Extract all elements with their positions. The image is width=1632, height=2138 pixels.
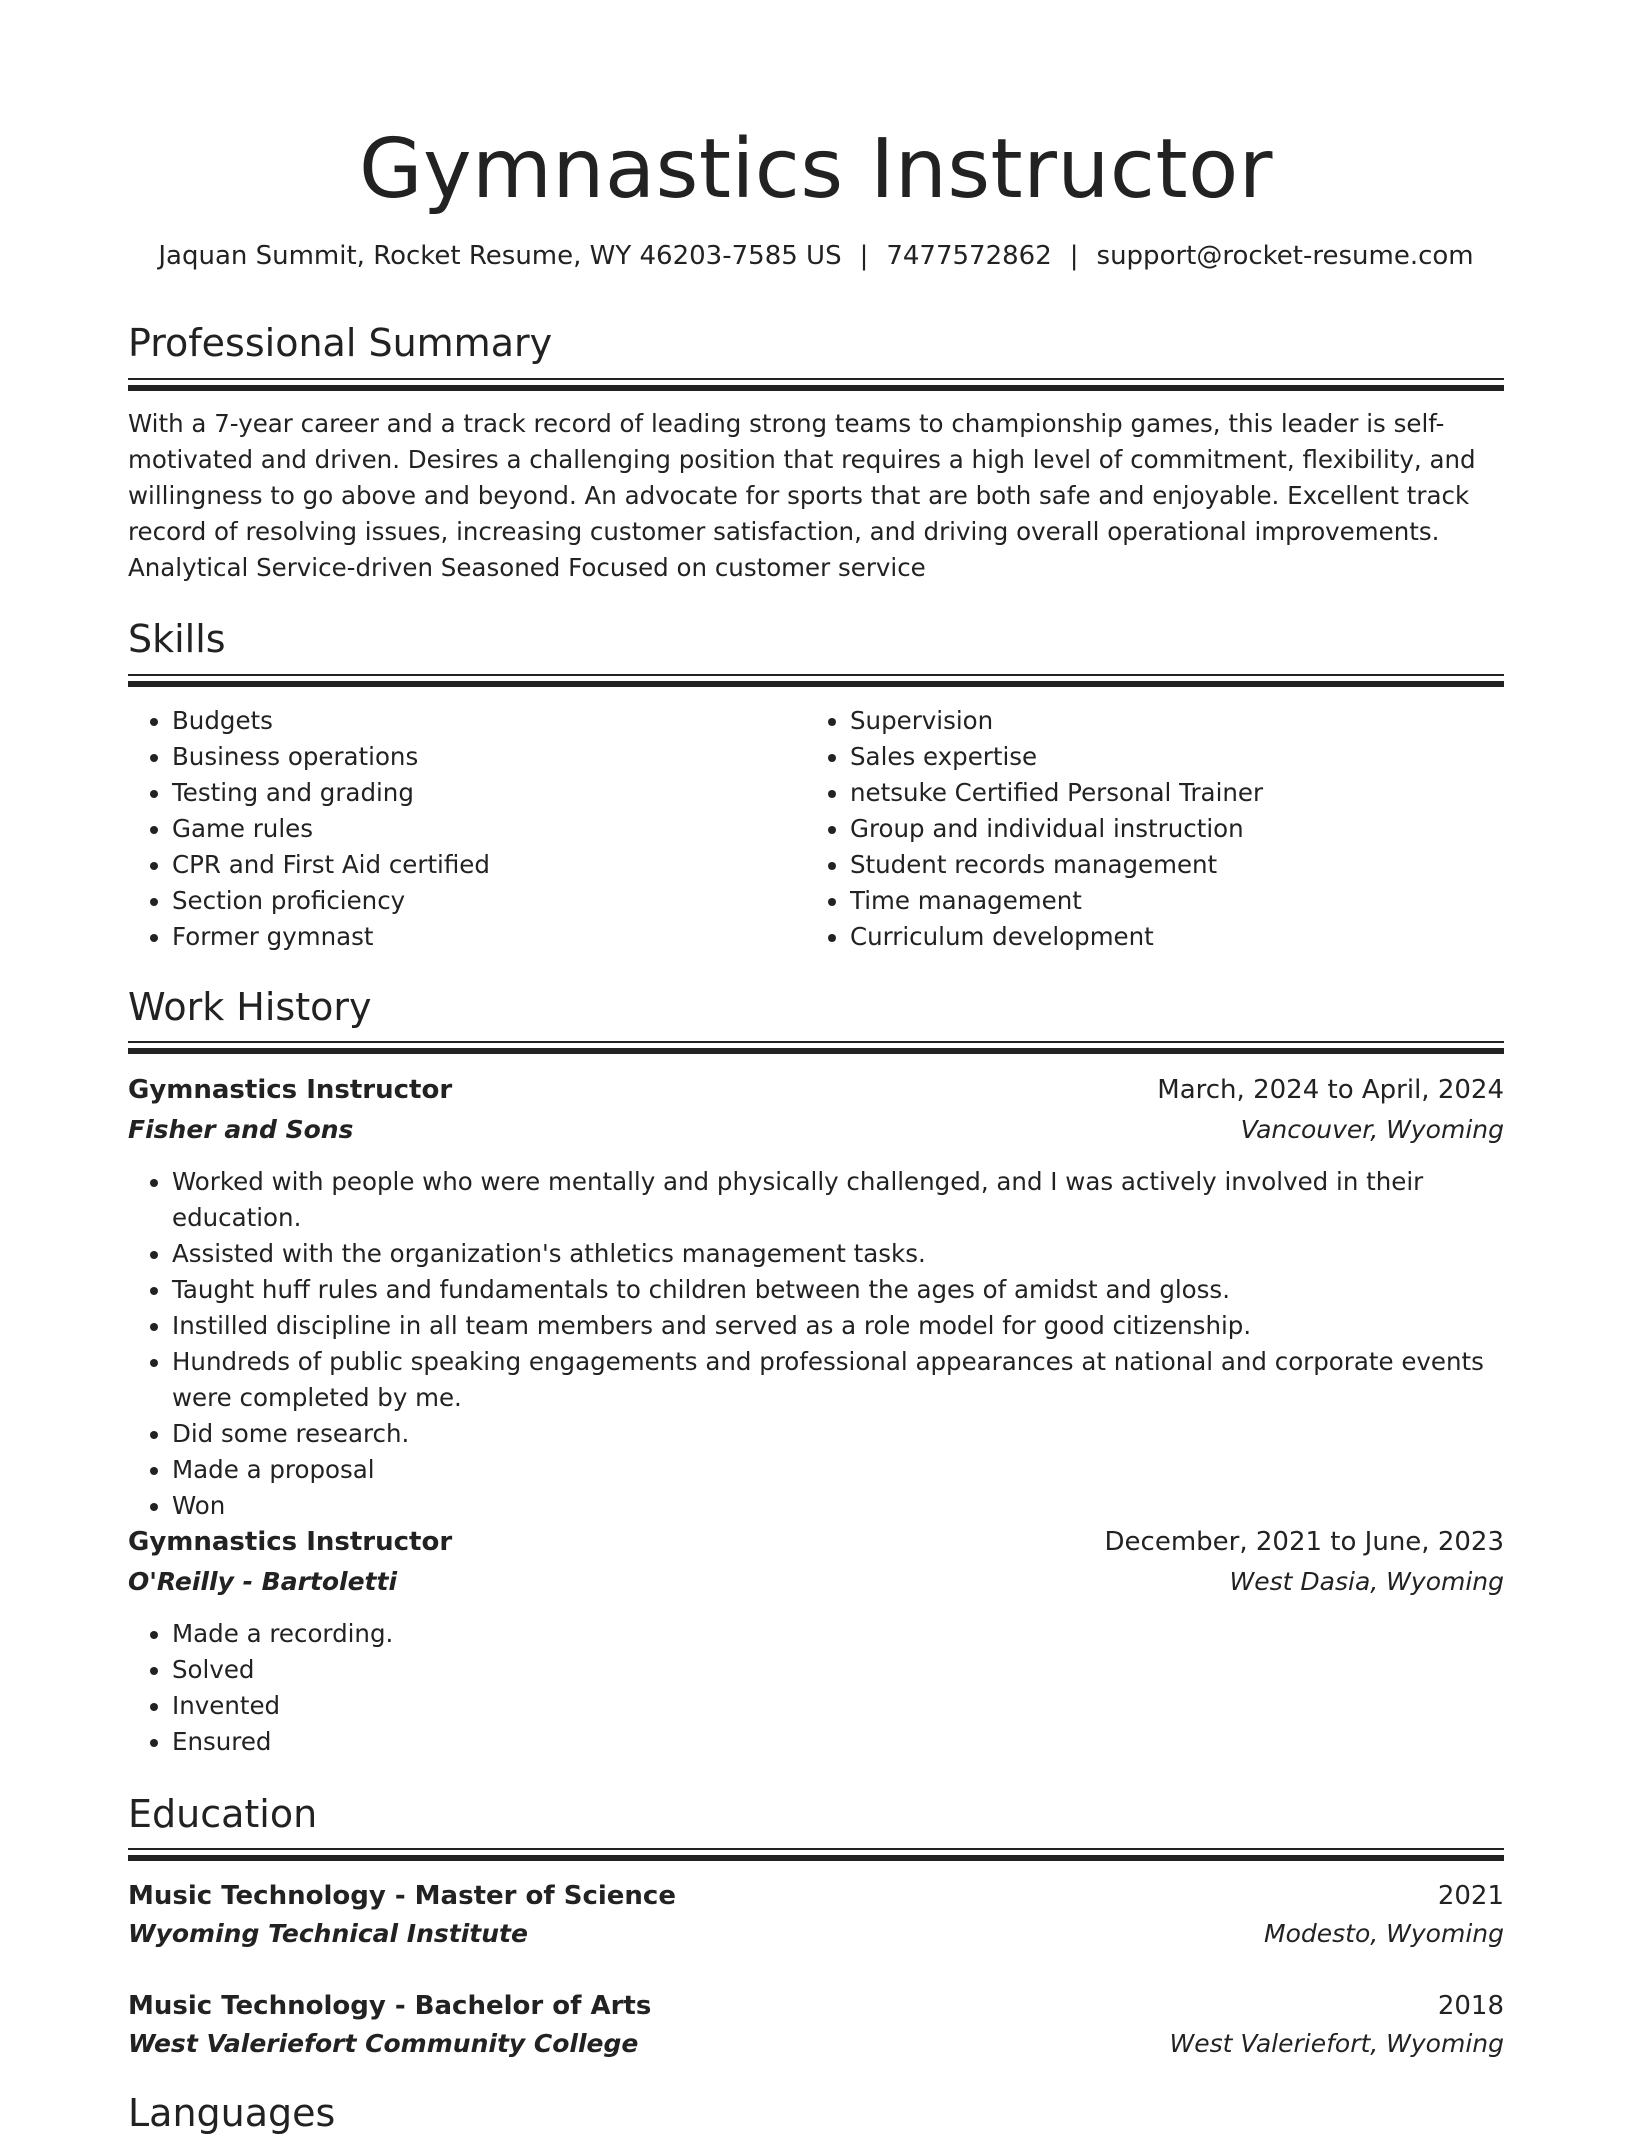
education-subheader [128,2025,1504,2063]
job-subheader [128,1111,1504,1149]
job-location: Vancouver, Wyoming [1240,1115,1504,1144]
skill-item: • Student records management [850,847,1500,883]
skills-list-left [128,703,802,955]
contact-separator: | [1069,241,1079,271]
job-company: O'Reilly - Bartoletti [128,1567,398,1596]
skill-item: • Supervision [850,703,1500,739]
skill-item: • Budgets [172,703,802,739]
job-duty: • Hundreds of public speaking engagements and professional appearances at national and corporate events were completed by me. [172,1344,1504,1416]
section-title-work: Work History [128,985,372,1029]
education-degree: Music Technology - Master of Science [128,1881,676,1911]
education-location: Modesto, Wyoming [1264,1919,1504,1948]
job-duties-list [128,1164,1504,1524]
skill-item: • Section proficiency [172,883,802,919]
section-divider [128,378,1504,390]
skill-item: • Game rules [172,811,802,847]
job-dates: December, 2021 to June, 2023 [1104,1527,1504,1557]
resume-name: Gymnastics Instructor [358,122,1274,217]
contact-separator: | [859,241,869,271]
contact-line [128,238,1504,274]
section-divider [128,1041,1504,1053]
education-subheader [128,1915,1504,1953]
job-duty: • Won [172,1488,1504,1524]
section-title-summary: Professional Summary [128,321,553,365]
education-school: West Valeriefort Community College [128,2029,639,2058]
job-duty: • Invented [172,1688,1504,1724]
job-duty: • Made a proposal [172,1452,1504,1488]
contact-email: support@rocket-resume.com [1096,241,1474,271]
education-school: Wyoming Technical Institute [128,1919,528,1948]
job-duty: • Ensured [172,1724,1504,1760]
skill-item: • Time management [850,883,1500,919]
skill-item: • Former gymnast [172,919,802,955]
job-location: West Dasia, Wyoming [1229,1567,1504,1596]
skills-list-right [806,703,1500,955]
skill-item: • Curriculum development [850,919,1500,955]
job-header [128,1523,1504,1561]
job-title: Gymnastics Instructor [128,1075,453,1105]
skill-item: • Testing and grading [172,775,802,811]
job-title: Gymnastics Instructor [128,1527,453,1557]
job-duty: • Solved [172,1652,1504,1688]
job-duty: • Made a recording. [172,1616,1504,1652]
education-degree: Music Technology - Bachelor of Arts [128,1991,652,2021]
job-duty: • Assisted with the organization's athletics management tasks. [172,1236,1504,1272]
job-duty: • Worked with people who were mentally and physically challenged, and I was actively involved in their education. [172,1164,1504,1236]
section-title-skills: Skills [128,617,226,661]
section-title-education: Education [128,1792,318,1836]
contact-phone: 7477572862 [886,241,1052,271]
education-header [128,1877,1504,1915]
summary-text: With a 7-year career and a track record of leading strong teams to championship games, this leader is self-motivated and driven. Desires a challenging position that requires a high level of commitment, flexibility, and willingness to go above and beyond. An advocate for sports that are both safe and enjoyable. Excellent track record of resolving issues, increasing customer satisfaction, and driving overall operational improvements. Analytical Service-driven Seasoned Focused on customer service [128,409,1476,582]
job-duty: • Taught huff rules and fundamentals to children between the ages of amidst and gloss. [172,1272,1504,1308]
education-header [128,1987,1504,2025]
education-location: West Valeriefort, Wyoming [1169,2029,1504,2058]
education-year: 2018 [1437,1991,1504,2021]
section-divider [128,1848,1504,1860]
job-subheader [128,1563,1504,1601]
skill-item: • Business operations [172,739,802,775]
job-duty: • Did some research. [172,1416,1504,1452]
section-title-languages: Languages [128,2091,336,2135]
job-duty: • Instilled discipline in all team members and served as a role model for good citizenship. [172,1308,1504,1344]
job-header [128,1071,1504,1109]
skill-item: • CPR and First Aid certified [172,847,802,883]
job-company: Fisher and Sons [128,1115,354,1144]
skill-item: • Group and individual instruction [850,811,1500,847]
education-year: 2021 [1437,1881,1504,1911]
job-dates: March, 2024 to April, 2024 [1157,1075,1504,1105]
skill-item: • netsuke Certified Personal Trainer [850,775,1500,811]
skill-item: • Sales expertise [850,739,1500,775]
contact-address: Jaquan Summit, Rocket Resume, WY 46203-7585 US [158,241,842,271]
section-divider [128,674,1504,686]
job-duties-list [128,1616,1504,1760]
